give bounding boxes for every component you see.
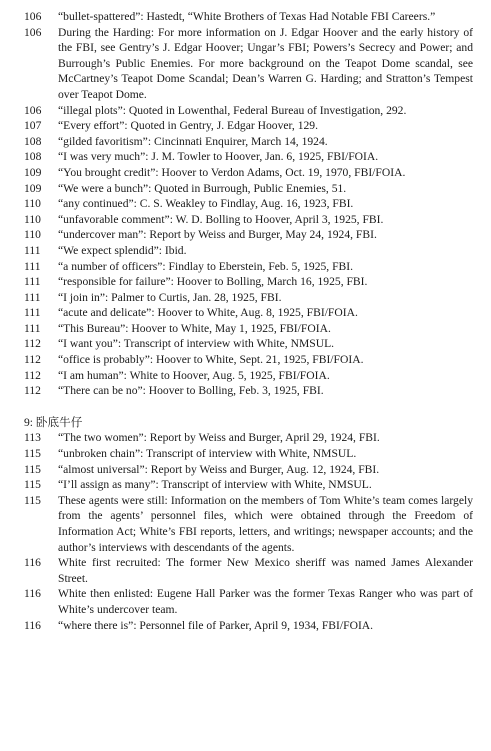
note-entry — [24, 134, 473, 150]
note-entry — [24, 149, 473, 165]
note-page-number: 107 — [24, 119, 42, 133]
note-page-number: 115 — [24, 493, 41, 507]
note-page-number: 110 — [24, 228, 41, 242]
note-page-number: 113 — [24, 431, 41, 445]
note-entry — [24, 181, 473, 197]
note-text: “office is probably”: Hoover to White, Sept. 21, 1925, FBI/FOIA. — [58, 353, 364, 367]
note-page-number: 109 — [24, 165, 42, 179]
note-text: “where there is”: Personnel file of Parker, April 9, 1934, FBI/FOIA. — [58, 618, 374, 632]
note-page-number: 112 — [24, 384, 41, 398]
note-entry — [24, 555, 473, 586]
note-text: “I was very much”: J. M. Towler to Hoover, Jan. 6, 1925, FBI/FOIA. — [58, 150, 379, 164]
note-entry — [24, 462, 473, 478]
note-page-number: 111 — [24, 243, 41, 257]
note-page-number: 115 — [24, 447, 41, 461]
note-text: “any continued”: C. S. Weakley to Findlay, Aug. 16, 1923, FBI. — [58, 197, 354, 211]
note-text: “illegal plots”: Quoted in Lowenthal, Federal Bureau of Investigation, 292. — [58, 103, 407, 117]
note-entry — [24, 430, 473, 446]
note-text: “bullet-spattered”: Hastedt, “White Brothers of Texas Had Notable FBI Careers.” — [58, 10, 436, 23]
note-text: “There can be no”: Hoover to Bolling, Feb. 3, 1925, FBI. — [58, 384, 324, 398]
note-text: “almost universal”: Report by Weiss and Burger, Aug. 12, 1924, FBI. — [58, 462, 380, 476]
note-page-number: 112 — [24, 337, 41, 351]
note-page-number: 111 — [24, 306, 41, 320]
note-text: During the Harding: For more information on J. Edgar Hoover and the early history of the FBI, see Gentry’s J. Edgar Hoover; Ungar’s FBI; Powers’s Secrecy and Power; and Burrough’s Public Enemies. For more background on the Teapot Dome scandal, see McCartney’s Teapot Dome Scandal; Dean’s Warren G. Harding; and Stratton’s Tempest over Teapot Dome. — [58, 25, 473, 101]
note-entry — [24, 352, 473, 368]
note-page-number: 111 — [24, 321, 41, 335]
note-text: “acute and delicate”: Hoover to White, Aug. 8, 1925, FBI/FOIA. — [58, 306, 358, 320]
note-page-number: 106 — [24, 10, 42, 23]
note-page-number: 108 — [24, 134, 42, 148]
note-text: “responsible for failure”: Hoover to Bolling, March 16, 1925, FBI. — [58, 275, 368, 289]
note-page-number: 112 — [24, 368, 41, 382]
note-text: “unbroken chain”: Transcript of interview with White, NMSUL. — [58, 447, 357, 461]
note-entry — [24, 586, 473, 617]
note-entry — [24, 9, 473, 25]
note-entry — [24, 368, 473, 384]
note-page-number: 115 — [24, 478, 41, 492]
note-entry — [24, 446, 473, 462]
note-text: “gilded favoritism”: Cincinnati Enquirer, March 14, 1924. — [58, 134, 328, 148]
note-text: “We expect splendid”: Ibid. — [58, 243, 187, 257]
note-entry — [24, 196, 473, 212]
note-entry — [24, 212, 473, 228]
note-page-number: 108 — [24, 150, 42, 164]
note-page-number: 115 — [24, 462, 41, 476]
note-text: “unfavorable comment”: W. D. Bolling to Hoover, April 3, 1925, FBI. — [58, 212, 384, 226]
note-page-number: 111 — [24, 290, 41, 304]
note-entry — [24, 259, 473, 275]
note-page-number: 106 — [24, 103, 42, 117]
notes-list — [24, 430, 473, 633]
note-entry — [24, 321, 473, 337]
note-text: “This Bureau”: Hoover to White, May 1, 1925, FBI/FOIA. — [58, 321, 331, 335]
note-page-number: 110 — [24, 212, 41, 226]
note-text: “We were a bunch”: Quoted in Burrough, Public Enemies, 51. — [58, 181, 347, 195]
note-text: White first recruited: The former New Mexico sheriff was named James Alexander Street. — [58, 556, 473, 585]
note-entry — [24, 336, 473, 352]
note-page-number: 106 — [24, 25, 42, 39]
note-page-number: 116 — [24, 587, 41, 601]
note-text: “a number of officers”: Findlay to Eberstein, Feb. 5, 1925, FBI. — [58, 259, 354, 273]
note-entry — [24, 103, 473, 119]
note-text: “I want you”: Transcript of interview with White, NMSUL. — [58, 337, 335, 351]
note-text: “undercover man”: Report by Weiss and Burger, May 24, 1924, FBI. — [58, 228, 377, 242]
note-page-number: 110 — [24, 197, 41, 211]
note-page-number: 111 — [24, 259, 41, 273]
section-heading: 9: 卧底牛仔 — [24, 415, 83, 429]
note-text: “I am human”: White to Hoover, Aug. 5, 1925, FBI/FOIA. — [58, 368, 330, 382]
note-entry — [24, 305, 473, 321]
note-entry — [24, 618, 473, 634]
note-page-number: 111 — [24, 275, 41, 289]
note-page-number: 116 — [24, 556, 41, 570]
note-entry — [24, 25, 473, 103]
note-page-number: 112 — [24, 353, 41, 367]
note-entry — [24, 290, 473, 306]
note-entry — [24, 165, 473, 181]
note-entry — [24, 493, 473, 555]
note-entry — [24, 477, 473, 493]
note-text: “Every effort”: Quoted in Gentry, J. Edgar Hoover, 129. — [58, 119, 318, 133]
note-text: “You brought credit”: Hoover to Verdon Adams, Oct. 19, 1970, FBI/FOIA. — [58, 165, 406, 179]
notes-list — [24, 9, 473, 399]
note-text: White then enlisted: Eugene Hall Parker was the former Texas Ranger who was part of White’s undercover team. — [58, 587, 473, 616]
note-entry — [24, 243, 473, 259]
note-page-number: 116 — [24, 618, 41, 632]
note-entry — [24, 227, 473, 243]
note-entry — [24, 383, 473, 399]
note-entry — [24, 118, 473, 134]
note-page-number: 109 — [24, 181, 42, 195]
note-text: These agents were still: Information on the members of Tom White’s team comes largely from the agents’ personnel files, which were obtained through the Freedom of Information Act; White’s FBI reports, letters, and writings; newspaper accounts; and the author’s interviews with descendants of the agents. — [58, 493, 473, 554]
note-text: “I’ll assign as many”: Transcript of interview with White, NMSUL. — [58, 478, 372, 492]
note-text: “I join in”: Palmer to Curtis, Jan. 28, 1925, FBI. — [58, 290, 282, 304]
note-text: “The two women”: Report by Weiss and Burger, April 29, 1924, FBI. — [58, 431, 380, 445]
note-entry — [24, 274, 473, 290]
